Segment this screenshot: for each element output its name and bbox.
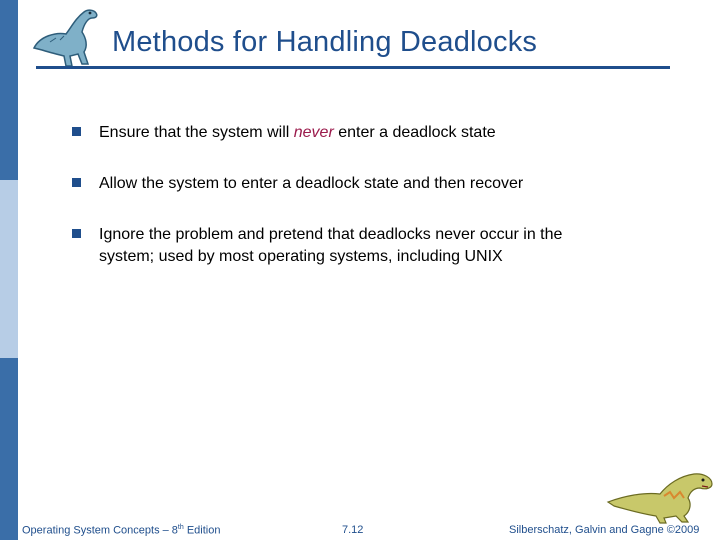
square-bullet-icon <box>72 178 81 187</box>
sidebar-segment <box>0 0 18 180</box>
footer-book-superscript: th <box>177 524 184 531</box>
footer-book-title <box>22 524 220 537</box>
dinosaur-illustration-icon <box>604 462 716 524</box>
bullet-text-part: Ensure that the system will <box>99 124 294 141</box>
bullet-text: Allow the system to enter a deadlock state and then recover <box>99 175 524 192</box>
footer-book-suffix: Edition <box>183 524 221 537</box>
bullet-text: Ignore the problem and pretend that deadlocks never occur in the <box>99 226 563 243</box>
slide-title: Methods for Handling Deadlocks <box>112 26 538 58</box>
bullet-text-continuation: system; used by most operating systems, including UNIX <box>99 248 503 265</box>
sidebar-segment <box>0 358 18 540</box>
footer-book-prefix: Operating System Concepts – 8 <box>22 524 178 537</box>
sidebar-stripe <box>0 0 18 540</box>
bullet-text <box>99 122 496 143</box>
title-underline <box>36 66 670 69</box>
square-bullet-icon <box>72 229 81 238</box>
bullet-text-part: enter a deadlock state <box>333 124 496 141</box>
square-bullet-icon <box>72 127 81 136</box>
footer-authors: Silberschatz, Galvin and Gagne ©2009 <box>509 524 700 536</box>
sidebar-segment <box>0 180 18 358</box>
emphasized-word: never <box>293 124 334 141</box>
dinosaur-logo-icon <box>26 4 110 68</box>
page-number: 7.12 <box>342 524 364 536</box>
